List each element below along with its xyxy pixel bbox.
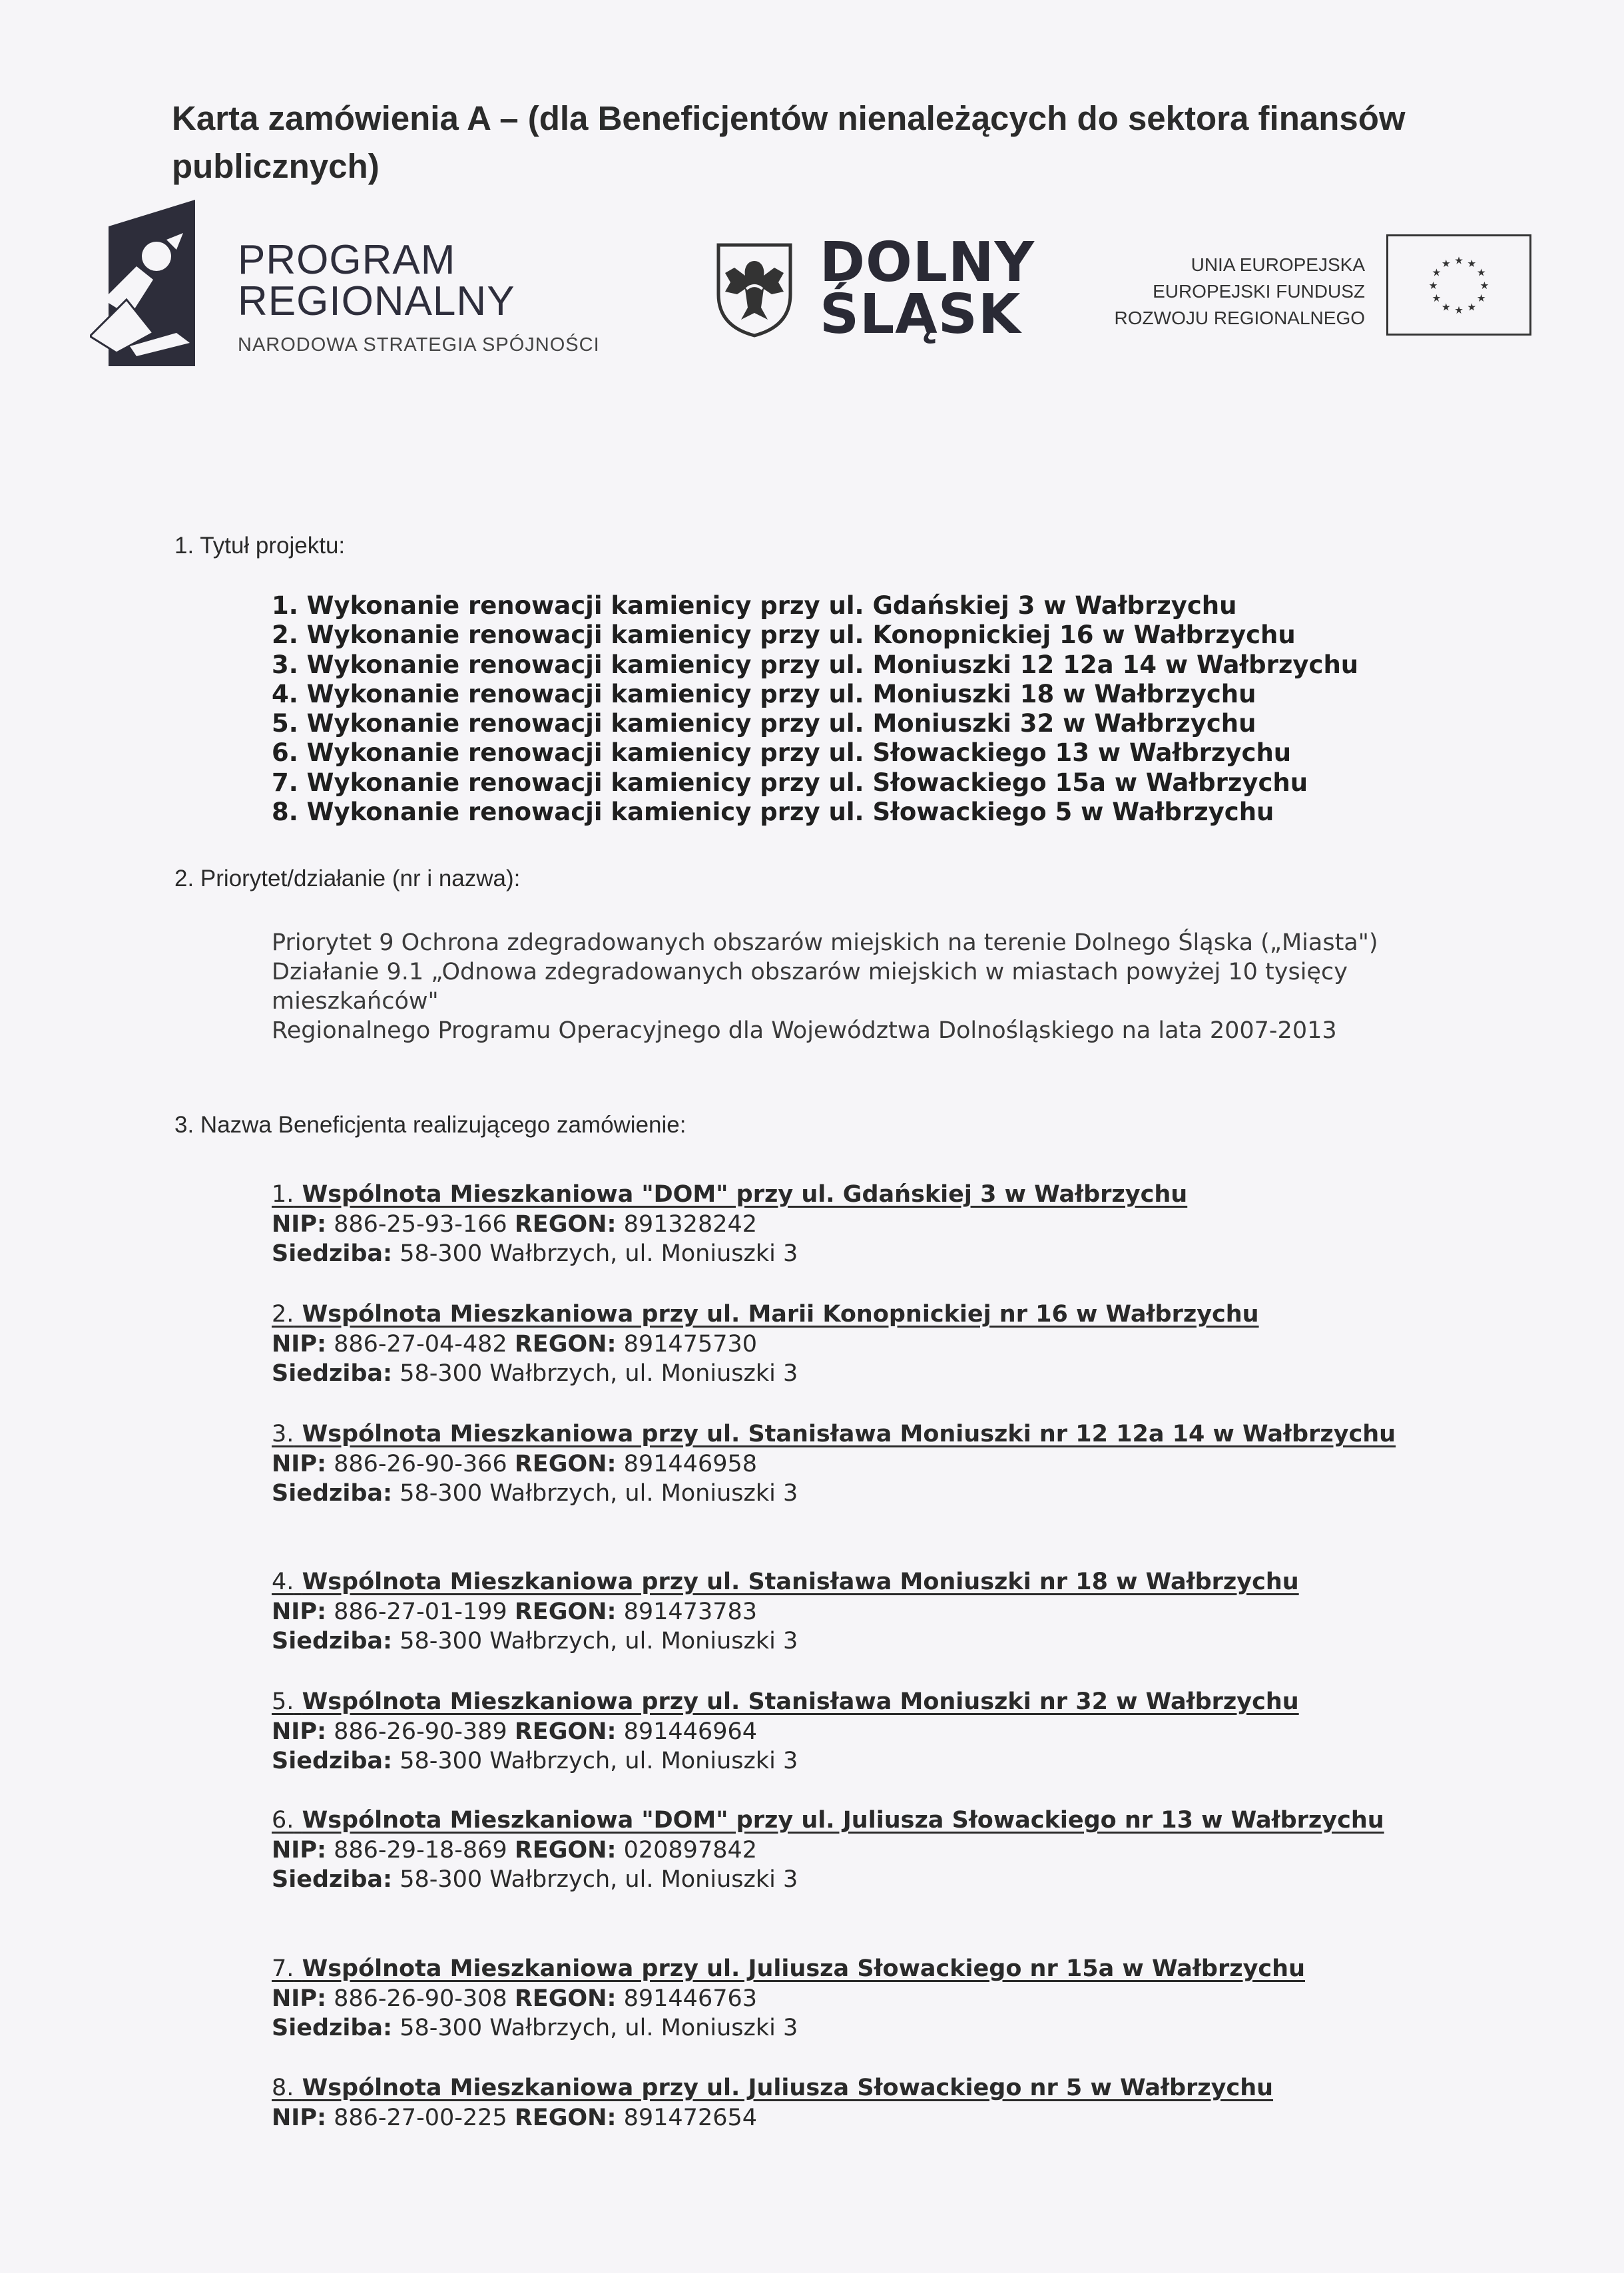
siedziba-value: 58-300 Wałbrzych, ul. Moniuszki 3: [400, 1628, 798, 1654]
svg-text:★: ★: [1441, 301, 1451, 314]
regon-value: 891446763: [623, 1985, 758, 2012]
regon-value: 891446964: [623, 1718, 758, 1745]
nip-value: 886-27-00-225: [334, 2104, 507, 2131]
svg-text:★: ★: [1467, 258, 1477, 270]
siedziba-value: 58-300 Wałbrzych, ul. Moniuszki 3: [400, 2015, 798, 2041]
beneficiary-name: 7. Wspólnota Mieszkaniowa przy ul. Juliusza Słowackiego nr 15a w Wałbrzychu: [272, 1955, 1305, 1982]
beneficiary-name: 1. Wspólnota Mieszkaniowa "DOM" przy ul. Gdańskiej 3 w Wałbrzychu: [272, 1181, 1188, 1208]
beneficiary-entry: 7. Wspólnota Mieszkaniowa przy ul. Juliusza Słowackiego nr 15a w Wałbrzychu NIP: 886-26-90-308 REGON: 891446763 Siedziba: 58-300 Wałbrzych, ul. Moniuszki 3: [272, 1954, 1404, 2043]
nip-value: 886-25-93-166: [334, 1210, 507, 1238]
svg-text:★: ★: [1480, 279, 1489, 292]
eu-line3: ROZWOJU REGIONALNEGO: [1114, 308, 1365, 328]
nip-value: 886-26-90-389: [334, 1718, 507, 1745]
eagle-crest-icon: [714, 241, 794, 338]
regon-value: 891328242: [623, 1210, 758, 1238]
action-line: Działanie 9.1 „Odnowa zdegradowanych obszarów miejskich w miastach powyżej 10 tysięcy mieszkańców": [272, 959, 1348, 1015]
eu-line2: EUROPEJSKI FUNDUSZ: [1153, 281, 1365, 302]
list-item: 7. Wykonanie renowacji kamienicy przy ul. Słowackiego 15a w Wałbrzychu: [272, 768, 1308, 797]
priority-block: [272, 928, 1470, 1045]
svg-text:★: ★: [1467, 301, 1477, 314]
page-title: Karta zamówienia A – (dla Beneficjentów nienależących do sektora finansów publicznych): [172, 99, 1406, 185]
eu-flag-icon: [1386, 234, 1531, 336]
dolny-slask-logo: [714, 231, 1035, 346]
eu-logo: [1105, 234, 1531, 341]
regon-value: 891475730: [623, 1330, 758, 1358]
svg-text:★: ★: [1476, 292, 1486, 304]
beneficiary-name: 2. Wspólnota Mieszkaniowa przy ul. Marii Konopnickiej nr 16 w Wałbrzychu: [272, 1301, 1259, 1328]
regon-value: 891473783: [623, 1598, 758, 1625]
list-item: 8. Wykonanie renowacji kamienicy przy ul. Słowackiego 5 w Wałbrzychu: [272, 798, 1274, 827]
beneficiary-entry: 3. Wspólnota Mieszkaniowa przy ul. Stanisława Moniuszki nr 12 12a 14 w Wałbrzychu NIP: 886-26-90-366 REGON: 891446958 Siedziba: 58-300 Wałbrzych, ul. Moniuszki 3: [272, 1419, 1404, 1509]
nip-value: 886-27-01-199: [334, 1598, 507, 1625]
list-item: 2. Wykonanie renowacji kamienicy przy ul. Konopnickiej 16 w Wałbrzychu: [272, 621, 1296, 650]
list-item: 3. Wykonanie renowacji kamienicy przy ul. Moniuszki 12 12a 14 w Wałbrzychu: [272, 650, 1359, 679]
list-item: 5. Wykonanie renowacji kamienicy przy ul. Moniuszki 32 w Wałbrzychu: [272, 709, 1256, 738]
beneficiary-name: 4. Wspólnota Mieszkaniowa przy ul. Stanisława Moniuszki nr 18 w Wałbrzychu: [272, 1569, 1299, 1595]
siedziba-value: 58-300 Wałbrzych, ul. Moniuszki 3: [400, 1866, 798, 1893]
svg-text:★: ★: [1454, 304, 1464, 317]
svg-text:★: ★: [1454, 254, 1464, 267]
svg-text:★: ★: [1476, 266, 1486, 279]
beneficiary-name: 5. Wspólnota Mieszkaniowa przy ul. Stanisława Moniuszki nr 32 w Wałbrzychu: [272, 1688, 1299, 1715]
nip-value: 886-27-04-482: [334, 1330, 507, 1358]
siedziba-value: 58-300 Wałbrzych, ul. Moniuszki 3: [400, 1480, 798, 1507]
beneficiary-name: 3. Wspólnota Mieszkaniowa przy ul. Stanisława Moniuszki nr 12 12a 14 w Wałbrzychu: [272, 1421, 1396, 1447]
regon-value: 891446958: [623, 1450, 758, 1477]
nip-value: 886-26-90-366: [334, 1450, 507, 1477]
regon-value: 891472654: [623, 2104, 758, 2131]
program-regionalny-line1: PROGRAM: [238, 237, 456, 283]
svg-text:★: ★: [1432, 266, 1442, 279]
nip-value: 886-26-90-308: [334, 1985, 507, 2012]
program-regionalny-line3: NARODOWA STRATEGIA SPÓJNOŚCI: [238, 334, 600, 356]
priority-line: Priorytet 9 Ochrona zdegradowanych obszarów miejskich na terenie Dolnego Śląska („Miasta"): [272, 929, 1378, 956]
beneficiary-entry: 4. Wspólnota Mieszkaniowa przy ul. Stanisława Moniuszki nr 18 w Wałbrzychu NIP: 886-27-01-199 REGON: 891473783 Siedziba: 58-300 Wałbrzych, ul. Moniuszki 3: [272, 1567, 1404, 1656]
program-regionalny-logo: [90, 200, 616, 373]
beneficiary-entry: 5. Wspólnota Mieszkaniowa przy ul. Stanisława Moniuszki nr 32 w Wałbrzychu NIP: 886-26-90-389 REGON: 891446964 Siedziba: 58-300 Wałbrzych, ul. Moniuszki 3: [272, 1687, 1404, 1776]
section-1-label: 1. Tytuł projektu:: [174, 533, 346, 559]
siedziba-value: 58-300 Wałbrzych, ul. Moniuszki 3: [400, 1240, 798, 1267]
beneficiary-entry: 6. Wspólnota Mieszkaniowa "DOM" przy ul. Juliusza Słowackiego nr 13 w Wałbrzychu NIP: 886-29-18-869 REGON: 020897842 Siedziba: 58-300 Wałbrzych, ul. Moniuszki 3: [272, 1806, 1404, 1895]
section-3-label: 3. Nazwa Beneficjenta realizującego zamówienie:: [174, 1112, 686, 1138]
svg-text:★: ★: [1428, 279, 1438, 292]
siedziba-value: 58-300 Wałbrzych, ul. Moniuszki 3: [400, 1748, 798, 1774]
eu-line1: UNIA EUROPEJSKA: [1191, 254, 1365, 275]
beneficiary-entry: 1. Wspólnota Mieszkaniowa "DOM" przy ul. Gdańskiej 3 w Wałbrzychu NIP: 886-25-93-166 REGON: 891328242 Siedziba: 58-300 Wałbrzych, ul. Moniuszki 3: [272, 1180, 1404, 1269]
list-item: 1. Wykonanie renowacji kamienicy przy ul. Gdańskiej 3 w Wałbrzychu: [272, 591, 1237, 620]
regon-value: 020897842: [623, 1836, 758, 1864]
siedziba-value: 58-300 Wałbrzych, ul. Moniuszki 3: [400, 1360, 798, 1387]
section-2-label: 2. Priorytet/działanie (nr i nazwa):: [174, 866, 521, 891]
beneficiary-entry: 2. Wspólnota Mieszkaniowa przy ul. Marii Konopnickiej nr 16 w Wałbrzychu NIP: 886-27-04-482 REGON: 891475730 Siedziba: 58-300 Wałbrzych, ul. Moniuszki 3: [272, 1300, 1404, 1389]
dolny-slask-line1: DOLNY: [820, 231, 1035, 294]
program-line: Regionalnego Programu Operacyjnego dla Województwa Dolnośląskiego na lata 2007-2013: [272, 1017, 1337, 1044]
svg-text:★: ★: [1432, 292, 1442, 304]
beneficiary-name: 8. Wspólnota Mieszkaniowa przy ul. Juliusza Słowackiego nr 5 w Wałbrzychu: [272, 2075, 1274, 2101]
list-item: 4. Wykonanie renowacji kamienicy przy ul. Moniuszki 18 w Wałbrzychu: [272, 679, 1256, 708]
project-titles-list: [272, 591, 1358, 827]
program-regionalny-line2: REGIONALNY: [238, 278, 515, 324]
svg-text:★: ★: [1441, 258, 1451, 270]
program-regionalny-emblem-icon: [90, 200, 196, 366]
beneficiary-entry: 8. Wspólnota Mieszkaniowa przy ul. Juliusza Słowackiego nr 5 w Wałbrzychu NIP: 886-27-00-225 REGON: 891472654: [272, 2073, 1404, 2133]
beneficiary-name: 6. Wspólnota Mieszkaniowa "DOM" przy ul. Juliusza Słowackiego nr 13 w Wałbrzychu: [272, 1807, 1384, 1834]
list-item: 6. Wykonanie renowacji kamienicy przy ul. Słowackiego 13 w Wałbrzychu: [272, 738, 1292, 768]
dolny-slask-line2: ŚLĄSK: [820, 283, 1021, 346]
nip-value: 886-29-18-869: [334, 1836, 507, 1864]
